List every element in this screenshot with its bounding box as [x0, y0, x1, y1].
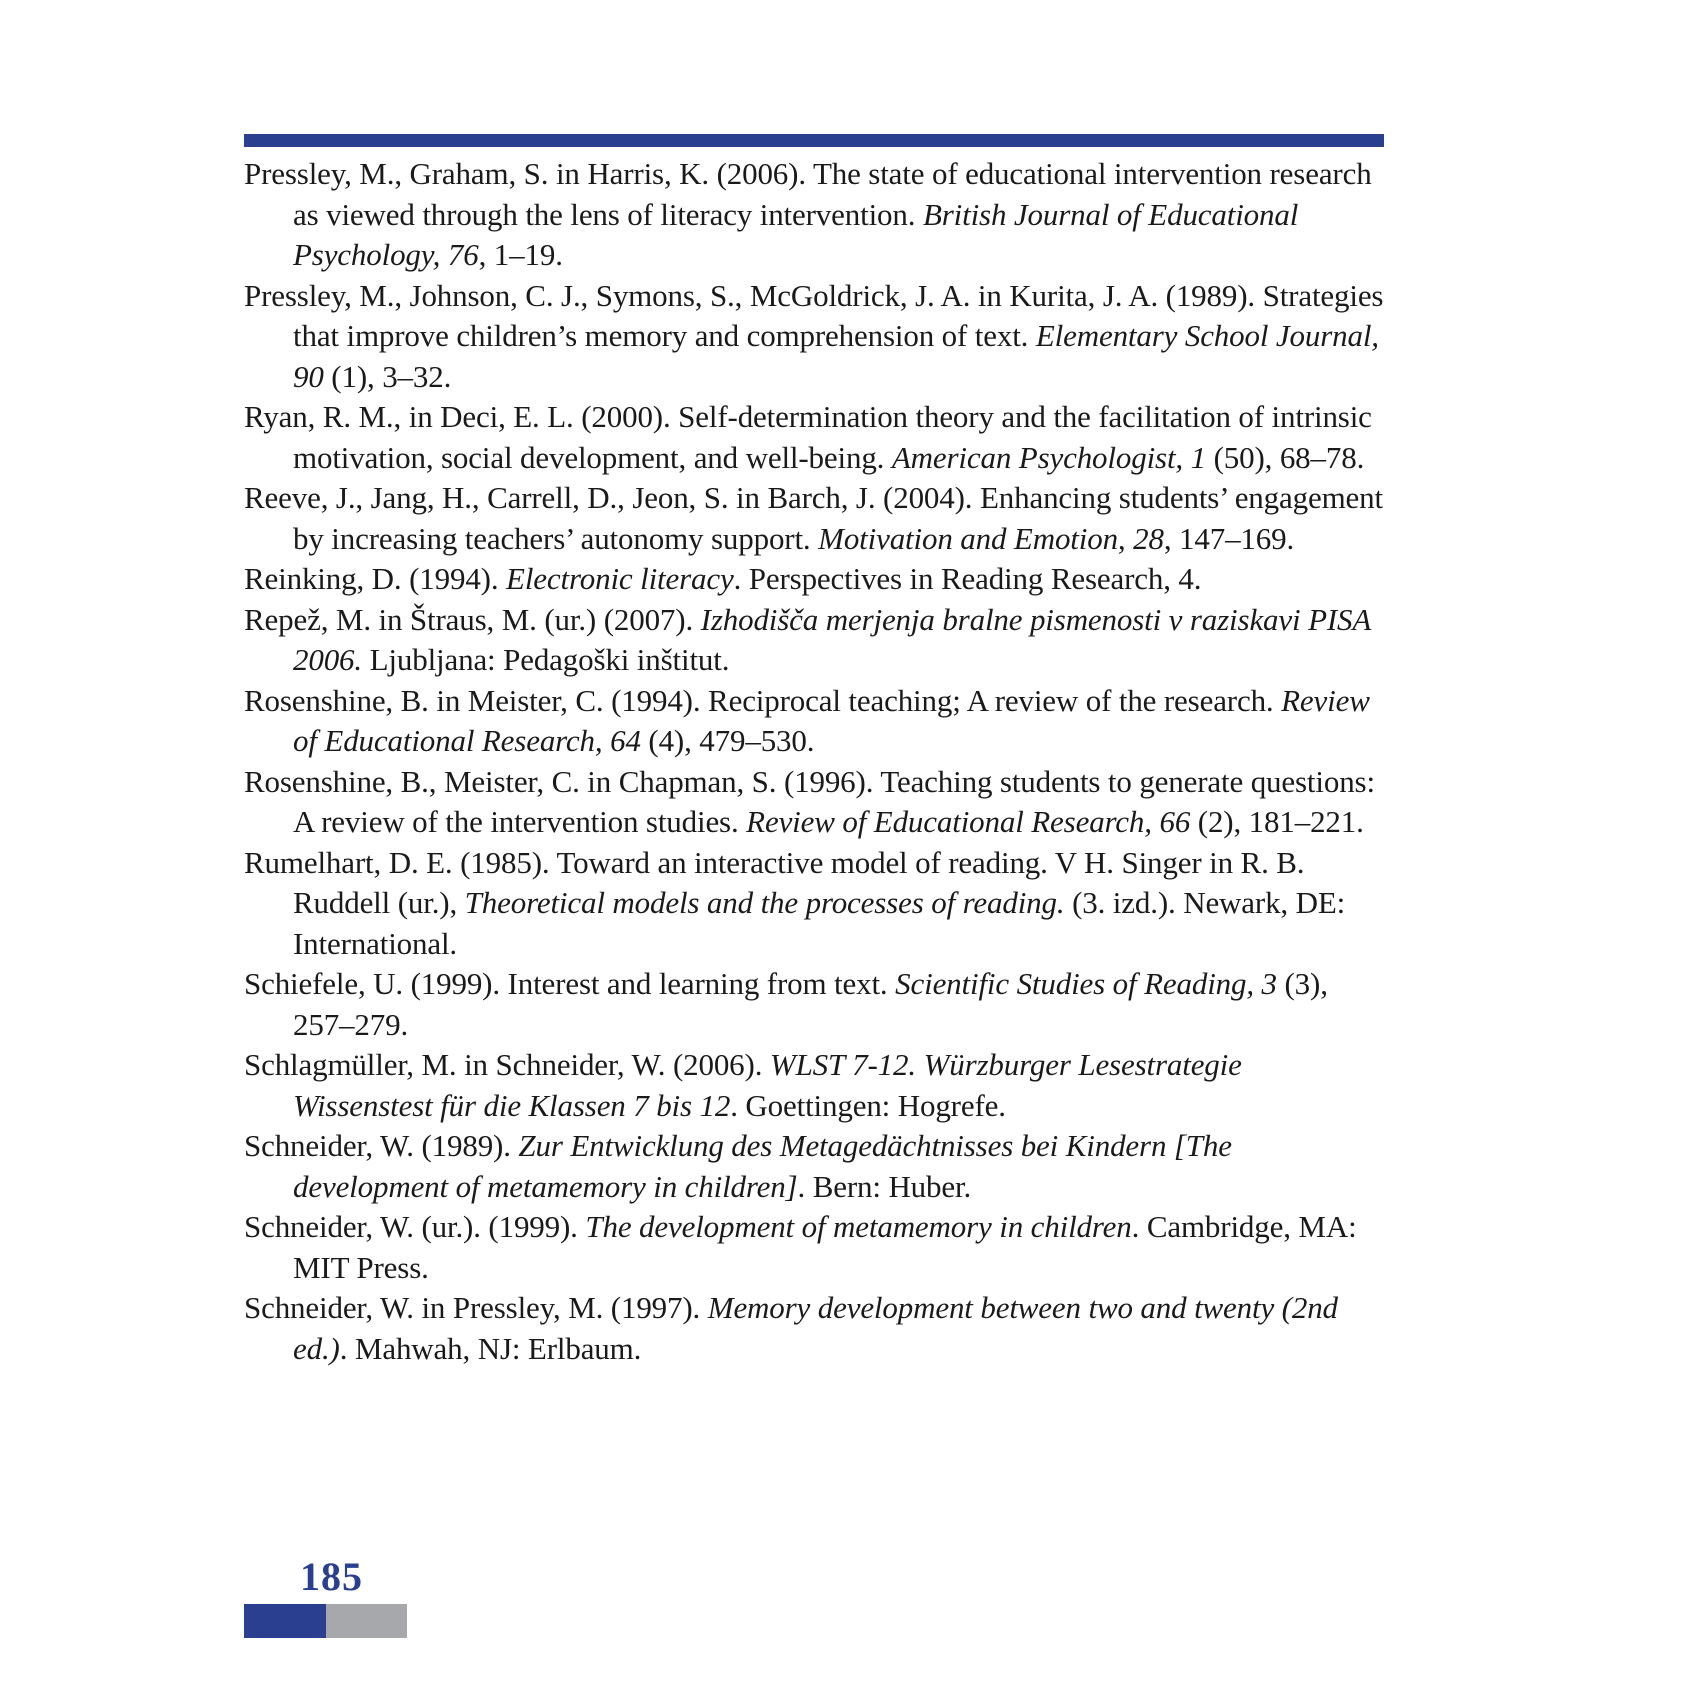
reference-entry: Repež, M. in Štraus, M. (ur.) (2007). Izhodišča merjenja bralne pismenosti v raziskavi PISA 2006. Ljubljana: Pedagoški inštitut. [244, 601, 1371, 677]
reference-entry: Rosenshine, B. in Meister, C. (1994). Reciprocal teaching; A review of the research. Review of Educational Research, 64 (4), 479–530. [244, 682, 1370, 758]
top-rule [244, 134, 1384, 147]
reference-entry: Pressley, M., Johnson, C. J., Symons, S., McGoldrick, J. A. in Kurita, J. A. (1989). Strategies that improve children’s memory and comprehension of text. Elementary School Journal, 90 (1), 3–32. [244, 277, 1384, 394]
footer-bar-blue-segment [244, 1604, 326, 1638]
reference-list [244, 154, 1384, 1369]
reference-entry: Schiefele, U. (1999). Interest and learning from text. Scientific Studies of Reading, 3 (3), 257–279. [244, 966, 1328, 1042]
footer-bar-gray-segment [326, 1604, 407, 1638]
reference-entry: Rumelhart, D. E. (1985). Toward an interactive model of reading. V H. Singer in R. B. Ruddell (ur.), Theoretical models and the processes of reading. (3. izd.). Newark, DE: International. [244, 844, 1346, 961]
reference-entry: Ryan, R. M., in Deci, E. L. (2000). Self-determination theory and the facilitation of intrinsic motivation, social development, and well-being. American Psychologist, 1 (50), 68–78. [244, 399, 1372, 475]
page-number: 185 [300, 1554, 363, 1599]
reference-entry: Rosenshine, B., Meister, C. in Chapman, S. (1996). Teaching students to generate questions: A review of the intervention studies. Review of Educational Research, 66 (2), 181–221. [244, 763, 1375, 839]
reference-entry: Reinking, D. (1994). Electronic literacy. Perspectives in Reading Research, 4. [244, 561, 1202, 596]
reference-entry: Reeve, J., Jang, H., Carrell, D., Jeon, S. in Barch, J. (2004). Enhancing students’ engagement by increasing teachers’ autonomy support. Motivation and Emotion, 28, 147–169. [244, 480, 1383, 556]
reference-entry: Schneider, W. in Pressley, M. (1997). Memory development between two and twenty (2nd ed.). Mahwah, NJ: Erlbaum. [244, 1290, 1338, 1366]
reference-entry: Schlagmüller, M. in Schneider, W. (2006). WLST 7-12. Würzburger Lesestrategie Wissenstest für die Klassen 7 bis 12. Goettingen: Hogrefe. [244, 1047, 1242, 1123]
reference-entry: Schneider, W. (ur.). (1999). The development of metamemory in children. Cambridge, MA: MIT Press. [244, 1209, 1357, 1285]
footer-color-bar [244, 1604, 407, 1638]
reference-entry: Pressley, M., Graham, S. in Harris, K. (2006). The state of educational intervention research as viewed through the lens of literacy intervention. British Journal of Educational Psychology, 76, 1–19. [244, 156, 1372, 272]
reference-entry: Schneider, W. (1989). Zur Entwicklung des Metagedächtnisses bei Kindern [The development of metamemory in children]. Bern: Huber. [244, 1128, 1232, 1204]
